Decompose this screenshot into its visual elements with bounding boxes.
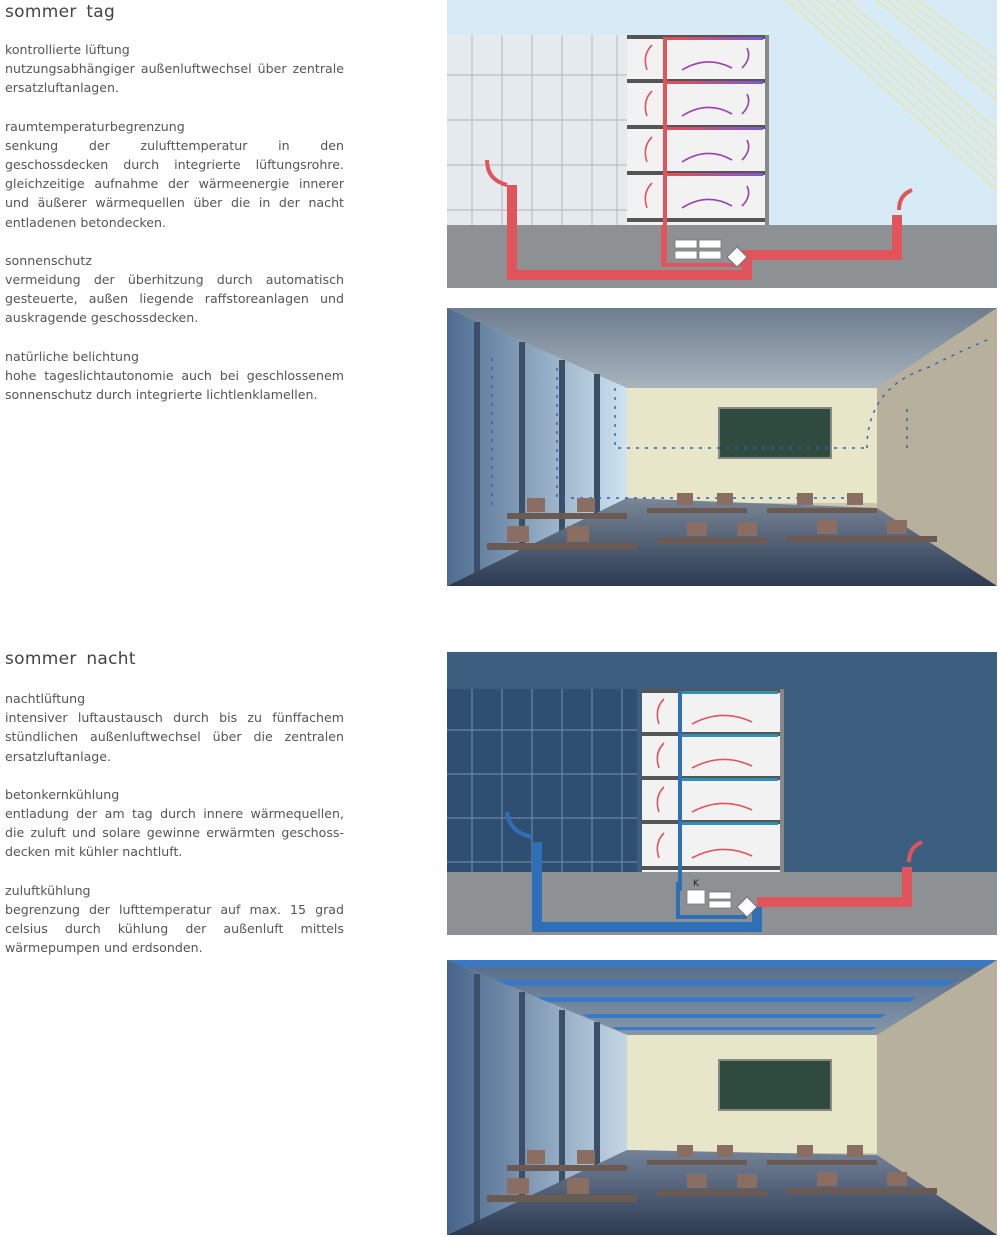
text-column-night: [5, 689, 344, 976]
block-title: zuluftkühlung: [5, 882, 91, 898]
chalkboard-night: [719, 1060, 831, 1110]
night-classroom-render: [447, 960, 997, 1235]
text-block-zuluftkuehlung: [5, 881, 344, 958]
night-section-svg: [447, 652, 997, 935]
text-block-betonkernkuehlung: [5, 785, 344, 862]
day-classroom-render: [447, 308, 997, 586]
text-block-kontrollierte-lueftung: [5, 40, 344, 98]
block-title: raumtemperaturbegrenzung: [5, 118, 185, 134]
block-body: senkung der zulufttemperatur in den geschossdecken durch integrierte lüftungsrohre. gleichzeitige aufnahme der wärmeenergie innerer und äußerer wärmequellen über die in der nacht entladenen betondecken.: [5, 137, 344, 230]
block-title: kontrollierte lüftung: [5, 42, 130, 57]
day-section-diagram: [447, 0, 997, 288]
day-classroom-svg: [447, 308, 997, 586]
section-building-night: [642, 689, 784, 891]
block-body: begrenzung der lufttemperatur auf max. 15 grad celsius durch kühlung der außenluft mittels wärmepumpen und erdsonden.: [5, 901, 344, 956]
block-title: betonkernkühlung: [5, 786, 120, 802]
text-block-sonnenschutz: [5, 251, 344, 328]
unit-label-k: K: [693, 879, 699, 889]
background-building: [447, 35, 627, 225]
block-title: natürliche belichtung: [5, 348, 139, 364]
chalkboard: [719, 408, 831, 458]
text-block-natuerliche-belichtung: [5, 347, 344, 405]
block-title: nachtlüftung: [5, 691, 86, 706]
block-body: nutzungsabhängiger außenluftwechsel über zentrale ersatzluftanlagen.: [5, 61, 344, 96]
block-body: hohe tageslichtautonomie auch bei geschlossenem sonnenschutz durch integrierte lichtlenklamellen.: [5, 367, 344, 403]
block-body: vermeidung der überhitzung durch automatisch gesteuerte, außen liegende raffstoreanlagen und auskragende geschossdecken.: [5, 272, 344, 326]
section-heading-night: sommer nacht: [5, 649, 136, 669]
text-block-raumtemperaturbegrenzung: [5, 117, 344, 232]
block-body: intensiver luftaustausch durch bis zu fünffachem stündlichen außenluftwechsel über die zentralen ersatzluftanlage.: [5, 710, 344, 764]
night-classroom-svg: [447, 960, 997, 1235]
day-section-svg: [447, 0, 997, 288]
block-title: sonnenschutz: [5, 252, 92, 268]
block-body: entladung der am tag durch innere wärmequellen, die zuluft und solare gewinne erwärmten geschoss-decken mit kühler nachtluft.: [5, 806, 344, 860]
night-section-diagram: [447, 652, 997, 935]
text-block-nachtlueftung: [5, 689, 344, 766]
text-column-day: [5, 40, 344, 423]
section-heading-day: sommer tag: [5, 2, 116, 22]
